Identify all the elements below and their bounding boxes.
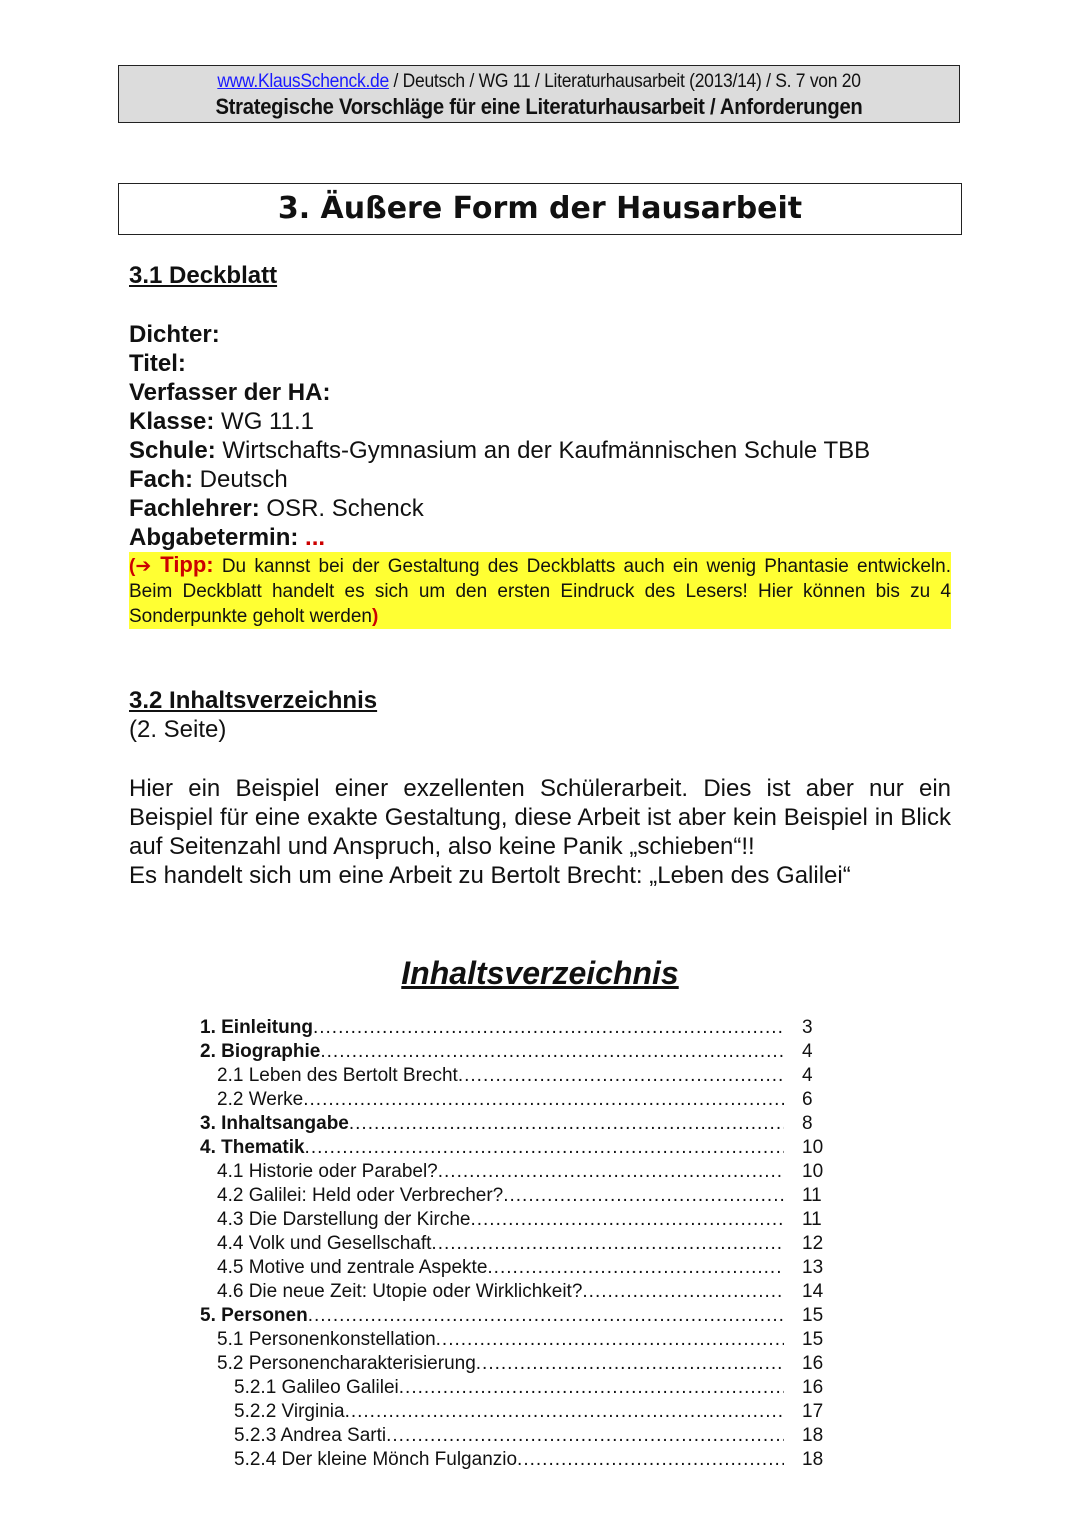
toc-page-number: 11 bbox=[802, 1209, 822, 1230]
toc-entry-title: 5.2.4 Der kleine Mönch Fulganzio bbox=[234, 1449, 518, 1470]
deckblatt-fields bbox=[129, 320, 951, 552]
toc-page-number: 18 bbox=[802, 1425, 824, 1446]
toc-page-number: 3 bbox=[802, 1017, 813, 1038]
toc-entry-title: 4.6 Die neue Zeit: Utopie oder Wirklichkeit? bbox=[217, 1281, 583, 1302]
toc-leader-dots bbox=[582, 1280, 784, 1304]
field-value: OSR. Schenck bbox=[259, 495, 424, 522]
field-row bbox=[129, 494, 951, 523]
toc-entry-title: 5.2.1 Galileo Galilei bbox=[234, 1377, 399, 1398]
toc-leader-dots bbox=[313, 1016, 784, 1040]
field-label: Fach: bbox=[129, 466, 194, 493]
abgabe-dots: ... bbox=[298, 524, 326, 551]
field-row bbox=[129, 436, 951, 465]
field-row bbox=[129, 465, 951, 494]
intro-paragraph-2: Es handelt sich um eine Arbeit zu Bertolt Brecht: „Leben des Galilei“ bbox=[129, 862, 851, 889]
toc-entry bbox=[200, 1016, 830, 1040]
field-row bbox=[129, 523, 951, 552]
toc-entry-title: 5.1 Personenkonstellation bbox=[217, 1329, 436, 1350]
section-heading-deckblatt: 3.1 Deckblatt bbox=[129, 262, 278, 289]
toc-entry-title: 2.1 Leben des Bertolt Brecht bbox=[217, 1065, 458, 1086]
toc-entry bbox=[200, 1160, 830, 1184]
field-label: Fachlehrer: bbox=[129, 495, 260, 522]
toc-page-number: 18 bbox=[802, 1449, 824, 1470]
toc-leader-dots bbox=[349, 1112, 784, 1136]
toc-leader-dots bbox=[303, 1088, 784, 1112]
header-subtitle: Strategische Vorschläge für eine Literaturhausarbeit / Anforderungen bbox=[215, 94, 863, 119]
toc-entry-title: 4.5 Motive und zentrale Aspekte bbox=[217, 1257, 488, 1278]
toc-entry-title: 4.2 Galilei: Held oder Verbrecher? bbox=[217, 1185, 504, 1206]
field-value: WG 11.1 bbox=[214, 408, 314, 435]
toc-entry bbox=[200, 1256, 830, 1280]
toc-entry-title: 4.1 Historie oder Parabel? bbox=[217, 1161, 438, 1182]
toc-entry bbox=[200, 1448, 830, 1472]
toc-entry bbox=[200, 1232, 830, 1256]
toc-leader-dots bbox=[476, 1352, 784, 1376]
tip-label: Tipp: bbox=[151, 552, 214, 577]
field-label: Dichter: bbox=[129, 321, 220, 348]
toc-leader-dots bbox=[386, 1424, 784, 1448]
chapter-title: 3. Äußere Form der Hausarbeit bbox=[277, 191, 803, 226]
toc-leader-dots bbox=[431, 1232, 784, 1256]
main-content bbox=[129, 262, 951, 890]
tip-open-paren: ( bbox=[129, 556, 136, 577]
toc-entry-title: 5.2.2 Virginia bbox=[234, 1401, 345, 1422]
toc-leader-dots bbox=[470, 1208, 784, 1232]
toc-page-number: 16 bbox=[802, 1353, 824, 1374]
toc-page-number: 17 bbox=[802, 1401, 824, 1422]
toc-leader-dots bbox=[487, 1256, 784, 1280]
page-header bbox=[118, 65, 960, 123]
toc-entry bbox=[200, 1328, 830, 1352]
arrow-right-icon: ➔ bbox=[135, 556, 152, 577]
toc-entry-title: 2. Biographie bbox=[200, 1041, 321, 1062]
field-label: Verfasser der HA: bbox=[129, 379, 331, 406]
toc-entry-title: 4. Thematik bbox=[200, 1137, 305, 1158]
toc-entry-title: 1. Einleitung bbox=[200, 1017, 313, 1038]
toc-leader-dots bbox=[345, 1400, 784, 1424]
toc-entry-title: 4.3 Die Darstellung der Kirche bbox=[217, 1209, 471, 1230]
field-label: Abgabetermin: bbox=[129, 524, 299, 551]
toc-page-number: 11 bbox=[802, 1185, 822, 1206]
toc-entry-title: 3. Inhaltsangabe bbox=[200, 1113, 349, 1134]
site-link[interactable]: www.KlausSchenck.de bbox=[217, 71, 389, 92]
field-row bbox=[129, 407, 951, 436]
toc-leader-dots bbox=[320, 1040, 784, 1064]
toc-page-number: 4 bbox=[802, 1041, 813, 1062]
field-label: Schule: bbox=[129, 437, 216, 464]
toc-entry bbox=[200, 1352, 830, 1376]
field-label: Klasse: bbox=[129, 408, 215, 435]
toc-entry bbox=[200, 1136, 830, 1160]
field-row bbox=[129, 320, 951, 349]
section-heading-inhaltsverzeichnis: 3.2 Inhaltsverzeichnis bbox=[129, 687, 378, 714]
toc-page-number: 12 bbox=[802, 1233, 824, 1254]
toc-entry-title: 5.2 Personencharakterisierung bbox=[217, 1353, 476, 1374]
intro-paragraph: Hier ein Beispiel einer exzellenten Schülerarbeit. Dies ist aber nur ein Beispiel für eine exakte Gestaltung, diese Arbeit ist aber kein Beispiel in Blick auf Seitenzahl und Anspruch, also keine Panik „schieben“!! bbox=[129, 775, 951, 860]
tip-text: Du kannst bei der Gestaltung des Deckblatts auch ein wenig Phantasie entwickeln. Beim Deckblatt handelt es sich um den ersten Eindruck des Lesers! Hier können bis zu 4 Sonderpunkte geholt werden bbox=[129, 556, 951, 627]
field-row bbox=[129, 378, 951, 407]
header-path: / Deutsch / WG 11 / Literaturhausarbeit (2013/14) / S. 7 von 20 bbox=[388, 71, 861, 92]
section-subtitle: (2. Seite) bbox=[129, 716, 227, 743]
toc-leader-dots bbox=[517, 1448, 784, 1472]
toc-entry bbox=[200, 1064, 830, 1088]
toc-page-number: 15 bbox=[802, 1305, 824, 1326]
tip-box bbox=[129, 552, 951, 629]
tip-close-paren: ) bbox=[371, 606, 379, 627]
toc-page-number: 14 bbox=[802, 1281, 824, 1302]
toc-entry-title: 2.2 Werke bbox=[217, 1089, 304, 1110]
toc-page-number: 4 bbox=[802, 1065, 813, 1086]
toc-entry bbox=[200, 1040, 830, 1064]
toc-entry bbox=[200, 1280, 830, 1304]
toc-entry bbox=[200, 1184, 830, 1208]
toc-entry bbox=[200, 1112, 830, 1136]
toc-leader-dots bbox=[438, 1160, 784, 1184]
toc-entry bbox=[200, 1304, 830, 1328]
toc-entry-title: 5.2.3 Andrea Sarti bbox=[234, 1425, 387, 1446]
toc-page-number: 16 bbox=[802, 1377, 824, 1398]
toc-entry bbox=[200, 1376, 830, 1400]
toc-leader-dots bbox=[436, 1328, 784, 1352]
field-value: Deutsch bbox=[193, 466, 288, 493]
toc-entry bbox=[200, 1400, 830, 1424]
toc-page-number: 8 bbox=[802, 1113, 813, 1134]
toc-page-number: 13 bbox=[802, 1257, 824, 1278]
section-inhaltsverzeichnis bbox=[129, 687, 951, 890]
toc-entry-title: 5. Personen bbox=[200, 1305, 308, 1326]
field-value: Wirtschafts-Gymnasium an der Kaufmännischen Schule TBB bbox=[215, 437, 871, 464]
toc-leader-dots bbox=[399, 1376, 784, 1400]
toc-page-number: 6 bbox=[802, 1089, 813, 1110]
toc-entry bbox=[200, 1208, 830, 1232]
toc-page-number: 10 bbox=[802, 1161, 824, 1182]
toc-leader-dots bbox=[308, 1304, 784, 1328]
toc-leader-dots bbox=[458, 1064, 784, 1088]
header-path-line bbox=[153, 71, 926, 93]
toc-entry bbox=[200, 1424, 830, 1448]
chapter-title-box bbox=[118, 183, 962, 235]
toc-title: Inhaltsverzeichnis bbox=[401, 955, 679, 991]
field-row bbox=[129, 349, 951, 378]
toc-leader-dots bbox=[305, 1136, 784, 1160]
toc-leader-dots bbox=[503, 1184, 784, 1208]
toc-page-number: 10 bbox=[802, 1137, 824, 1158]
toc-entry-title: 4.4 Volk und Gesellschaft bbox=[217, 1233, 432, 1254]
toc-page-number: 15 bbox=[802, 1329, 824, 1350]
table-of-contents bbox=[200, 1016, 830, 1472]
field-label: Titel: bbox=[129, 350, 186, 377]
toc-entry bbox=[200, 1088, 830, 1112]
